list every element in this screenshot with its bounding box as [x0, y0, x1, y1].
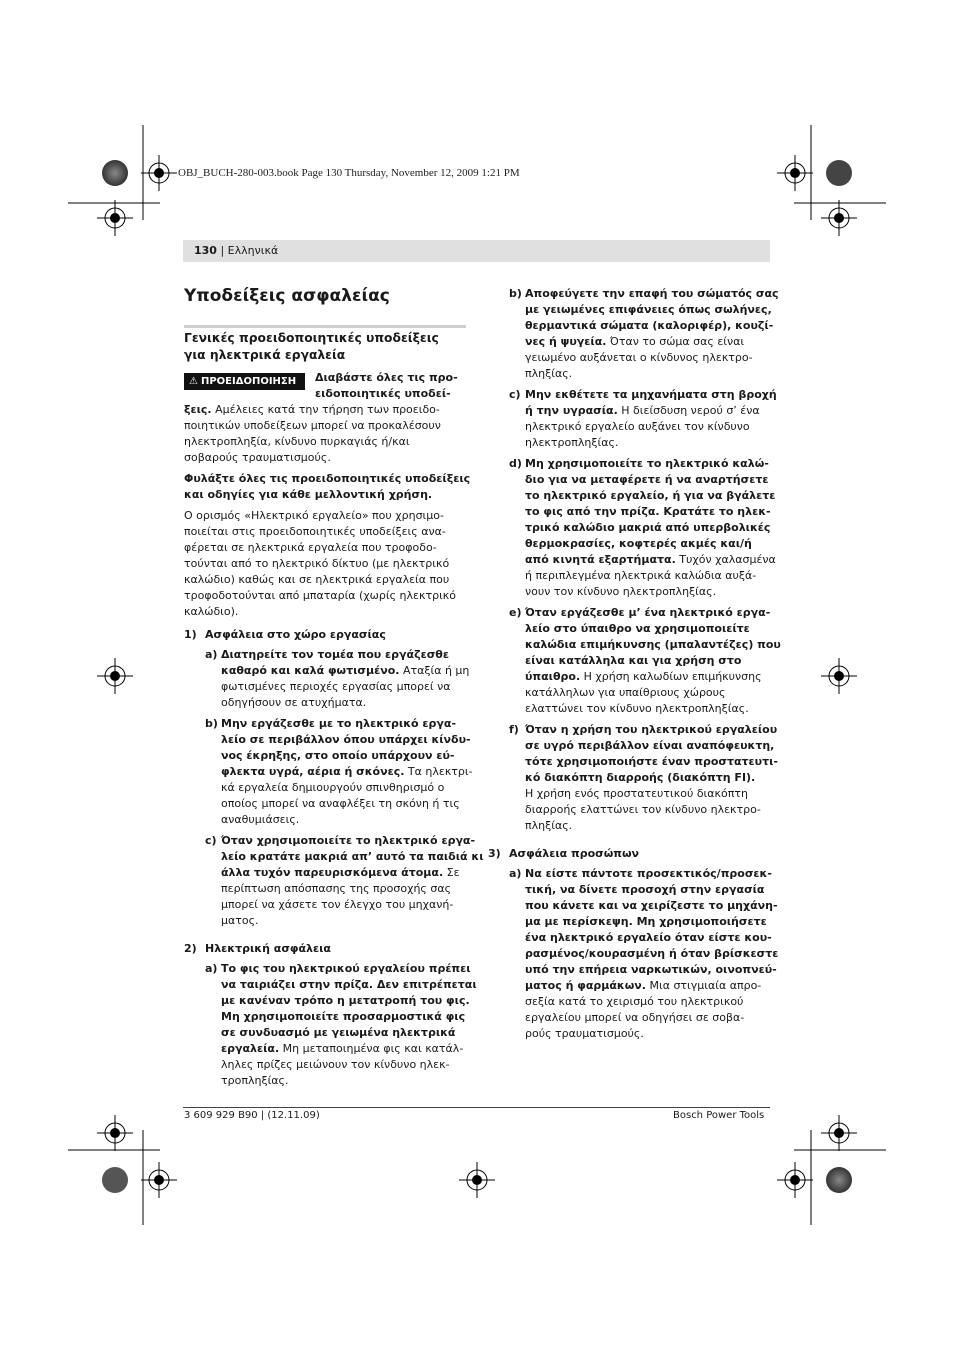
bold-text: Όταν η χρήση του ηλεκτρικού εργαλείου [525, 723, 778, 736]
text-line [221, 1041, 477, 1057]
text-line [221, 695, 469, 711]
text-line [184, 508, 456, 524]
bold-text: Όταν χρησιμοποιείτε το ηλεκτρικό εργα- [221, 834, 476, 847]
plain-text: αναθυμιάσεις. [221, 813, 300, 826]
item-body [525, 456, 776, 600]
text-line [525, 504, 776, 520]
text-line [221, 748, 473, 764]
text-line [525, 286, 779, 302]
bold-text: από κινητά εξαρτήματα. [525, 553, 676, 566]
text-line [525, 914, 778, 930]
plain-text: Η χρήση ενός προστατευτικού διακόπτη [525, 787, 748, 800]
bold-text: ένα ηλεκτρικό εργαλείο όταν είστε κου- [525, 931, 772, 944]
plain-text: Η διείσδυση νερού σ’ ένα [617, 404, 760, 417]
text-line [221, 1025, 477, 1041]
plain-text: Μια στιγμιαία απρο- [645, 979, 762, 992]
page-bar-separator: | [216, 244, 228, 257]
item-body [525, 866, 778, 1042]
plain-text: οδηγήσουν σε ατυχήματα. [221, 696, 367, 709]
bold-text: σε υγρό περιβάλλον είναι αναπόφευκτη, [525, 739, 775, 752]
section-heading-text: Ασφάλεια στο χώρο εργασίας [205, 628, 386, 641]
item-letter: f) [509, 723, 519, 736]
text-line [525, 818, 778, 834]
text-line [184, 588, 456, 604]
text-line [525, 962, 778, 978]
item-body [525, 605, 781, 717]
text-line [221, 849, 484, 865]
warning-label: ΠΡΟΕΙΔΟΠΟΙΗΣΗ [200, 376, 297, 387]
plain-text: φέρεται σε ηλεκτρικά εργαλεία που τροφοδο- [184, 541, 437, 554]
text-line [525, 882, 778, 898]
text-line [184, 471, 470, 487]
warning-lead-line: Διαβάστε όλες τις προ- [315, 371, 458, 384]
text-line [525, 419, 777, 435]
item-letter: a) [205, 962, 218, 975]
text-line [525, 520, 776, 536]
bold-text: άλλα τυχόν παρευρισκόμενα άτομα. [221, 866, 444, 879]
warning-triangle-icon: ⚠ [189, 376, 198, 387]
bold-text: που κάνετε και να χειρίζεστε το μηχάνη- [525, 899, 778, 912]
item-2a [205, 961, 477, 1089]
plain-text: εργαλείου μπορεί να οδηγήσει σε σοβα- [525, 1011, 745, 1024]
text-line [221, 1009, 477, 1025]
plain-text: οποίος μπορεί να αναφλέξει τη σκόνη ή τις [221, 797, 460, 810]
plain-text: Αταξία ή μη [399, 664, 470, 677]
plain-text: τούνται από το ηλεκτρικό δίκτυο (με ηλεκτρικό [184, 557, 450, 570]
bold-text: Το φις του ηλεκτρικού εργαλείου πρέπει [221, 962, 471, 975]
page-language: Ελληνικά [227, 244, 279, 257]
text-line [221, 977, 477, 993]
bold-text: εργαλεία. [221, 1042, 280, 1055]
plain-text: πληξίας. [525, 367, 573, 380]
item-letter: c) [509, 388, 521, 401]
item-body [221, 961, 477, 1089]
text-line [184, 572, 456, 588]
item-1b [205, 716, 473, 828]
text-line [221, 961, 477, 977]
plain-text: ή περιπλεγμένα ηλεκτρικά καλώδια αυξά- [525, 569, 757, 582]
bold-text: λείο κρατάτε μακριά απ’ αυτό τα παιδιά κι [221, 850, 484, 863]
text-line [221, 1073, 477, 1089]
item-body [221, 647, 469, 711]
text-line [525, 366, 779, 382]
bold-text: λείο στο ύπαιθρο να χρησιμοποιείτε [525, 622, 750, 635]
plain-text: Η χρήση καλωδίων επιμήκυνσης [580, 670, 762, 683]
bold-text: νος έκρηξης, στο οποίο υπάρχουν εύ- [221, 749, 455, 762]
item-letter: b) [509, 287, 522, 300]
plain-text: ποιητικών υποδείξεων μπορεί να προκαλέσουν [184, 419, 441, 432]
text-line [184, 604, 456, 620]
page-header-bar [183, 240, 770, 262]
text-line [525, 552, 776, 568]
plain-text: νουν τον κίνδυνο ηλεκτροπληξίας. [525, 585, 717, 598]
plain-text: πληξίας. [525, 819, 573, 832]
section-divider [184, 325, 466, 328]
bold-text: τότε χρησιμοποιήστε έναν προστατευτι- [525, 755, 778, 768]
text-line [221, 764, 473, 780]
item-2d [509, 456, 776, 600]
item-letter: a) [205, 648, 218, 661]
text-line [221, 663, 469, 679]
bold-text: το ηλεκτρικό εργαλείο, ή για να βγάλετε [525, 489, 776, 502]
warning-lead [315, 370, 458, 402]
plain-text: ματος. [221, 914, 259, 927]
text-line [525, 403, 777, 419]
section-1-heading [184, 627, 386, 643]
bold-text: είναι κατάλληλα και για χρήση στο [525, 654, 742, 667]
plain-text: τροφοδοτούνται από μπαταρία (χωρίς ηλεκτρικό [184, 589, 456, 602]
intro-paragraph [184, 402, 441, 466]
text-line [525, 685, 781, 701]
text-line [525, 637, 781, 653]
item-body [525, 286, 779, 382]
text-line [525, 584, 776, 600]
text-line [221, 812, 473, 828]
plain-text: ηλεκτρικό εργαλείο αυξάνει τον κίνδυνο [525, 420, 750, 433]
bold-text: και οδηγίες για κάθε μελλοντική χρήση. [184, 488, 433, 501]
item-2c [509, 387, 777, 451]
text-line [184, 418, 441, 434]
text-line [525, 621, 781, 637]
warning-badge [184, 373, 305, 390]
item-3a [509, 866, 778, 1042]
text-line [184, 540, 456, 556]
plain-text: Αμέλειες κατά την τήρηση των προειδο- [211, 403, 440, 416]
bold-text: Να είστε πάντοτε προσεκτικός/προσεκ- [525, 867, 772, 880]
text-line [525, 722, 778, 738]
bold-text: διο για να μεταφέρετε ή να αναρτήσετε [525, 473, 769, 486]
text-line [221, 679, 469, 695]
text-line [525, 488, 776, 504]
plain-text: Τυχόν χαλασμένα [675, 553, 776, 566]
bold-text: ρασμένος/κουρασμένη ή όταν βρίσκεστε [525, 947, 779, 960]
plain-text: σοβαρούς τραυματισμούς. [184, 451, 331, 464]
print-header: OBJ_BUCH-280-003.book Page 130 Thursday, November 12, 2009 1:21 PM [178, 167, 520, 179]
plain-text: μπορεί να χάσετε τον έλεγχο του μηχανή- [221, 898, 454, 911]
section-heading-text: Ηλεκτρική ασφάλεια [205, 942, 331, 955]
plain-text: ποιείται στις προειδοποιητικές υποδείξεις ανα- [184, 525, 446, 538]
bold-text: θερμαντικά σώματα (καλοριφέρ), κουζί- [525, 319, 774, 332]
bold-text: υπό την επήρεια ναρκωτικών, οινοπνεύ- [525, 963, 777, 976]
bold-text: ξεις. [184, 403, 212, 416]
plain-text: περίπτωση απόσπασης της προσοχής σας [221, 882, 452, 895]
item-letter: b) [205, 717, 218, 730]
text-line [525, 302, 779, 318]
bold-text: σε συνδυασμό με γειωμένα ηλεκτρικά [221, 1026, 456, 1039]
item-2b [509, 286, 779, 382]
bold-text: με γειωμένες επιφάνειες όπως σωλήνες, [525, 303, 772, 316]
text-line [221, 993, 477, 1009]
text-line [525, 946, 778, 962]
item-2f [509, 722, 778, 834]
text-line [525, 738, 778, 754]
text-line [525, 387, 777, 403]
subheading [184, 330, 466, 364]
plain-text: ηλεκτροπληξίας. [525, 436, 619, 449]
text-line [525, 568, 776, 584]
plain-text: ελαττώνει τον κίνδυνο ηλεκτροπληξίας. [525, 702, 749, 715]
footer-doc-id: 3 609 929 B90 | (12.11.09) [184, 1110, 320, 1121]
plain-text: Μη μεταποιημένα φις και κατάλ- [279, 1042, 464, 1055]
bold-text: Διατηρείτε τον τομέα που εργάζεσθε [221, 648, 449, 661]
text-line [525, 994, 778, 1010]
item-2e [509, 605, 781, 717]
bold-text: ύπαιθρο. [525, 670, 581, 683]
bold-text: λείο σε περιβάλλον όπου υπάρχει κίνδυ- [221, 733, 471, 746]
section-title: Υποδείξεις ασφαλείας [184, 286, 390, 306]
page-number: 130 [194, 244, 217, 257]
text-line [525, 334, 779, 350]
bold-text: Μη χρησιμοποιείτε το ηλεκτρικό καλώ- [525, 457, 769, 470]
text-line [184, 524, 456, 540]
bold-text: Μην εργάζεσθε με το ηλεκτρικό εργα- [221, 717, 457, 730]
bold-text: μα με περίσκεψη. Μη χρησιμοποιήσετε [525, 915, 767, 928]
bold-text: θερμοκρασίες, κοφτερές ακμές και/ή [525, 537, 752, 550]
text-line [221, 647, 469, 663]
subheading-line: Γενικές προειδοποιητικές υποδείξεις [184, 331, 439, 345]
text-line [525, 770, 778, 786]
text-line [184, 402, 441, 418]
item-body [525, 722, 778, 834]
text-line [221, 732, 473, 748]
term-definition [184, 508, 456, 620]
bold-text: να ταιριάζει στην πρίζα. Δεν επιτρέπεται [221, 978, 477, 991]
bold-text: το φις από την πρίζα. Κρατάτε το ηλεκ- [525, 505, 771, 518]
bold-text: φλεκτα υγρά, αέρια ή σκόνες. [221, 765, 405, 778]
item-body [221, 716, 473, 828]
section-number: 2) [184, 942, 197, 955]
section-number: 3) [488, 847, 501, 860]
plain-text: ηλεκτροπληξία, κίνδυνο πυρκαγιάς ή/και [184, 435, 410, 448]
text-line [221, 833, 484, 849]
bold-text: καθαρό και καλά φωτισμένο. [221, 664, 400, 677]
item-body [525, 387, 777, 451]
text-line [184, 487, 470, 503]
bold-text: ματος ή φαρμάκων. [525, 979, 646, 992]
section-heading-text: Ασφάλεια προσώπων [509, 847, 640, 860]
text-line [221, 865, 484, 881]
text-line [525, 978, 778, 994]
text-line [525, 350, 779, 366]
plain-text: σεξία κατά το χειρισμό του ηλεκτρικού [525, 995, 744, 1008]
bold-text: Αποφεύγετε την επαφή του σώματός σας [525, 287, 779, 300]
keep-instructions [184, 471, 470, 503]
text-line [525, 536, 776, 552]
text-line [525, 1010, 778, 1026]
item-1a [205, 647, 469, 711]
item-letter: d) [509, 457, 522, 470]
text-line [184, 556, 456, 572]
text-line [221, 796, 473, 812]
plain-text: καλώδιο). [184, 605, 239, 618]
text-line [525, 472, 776, 488]
text-line [221, 881, 484, 897]
text-line [221, 897, 484, 913]
bold-text: Όταν εργάζεσθε μ’ ένα ηλεκτρικό εργα- [525, 606, 771, 619]
plain-text: Ο ορισμός «Ηλεκτρικό εργαλείο» που χρησιμο- [184, 509, 444, 522]
bold-text: Μην εκθέτετε τα μηχανήματα στη βροχή [525, 388, 777, 401]
item-letter: e) [509, 606, 522, 619]
text-line [525, 930, 778, 946]
item-letter: a) [509, 867, 522, 880]
item-1c [205, 833, 484, 929]
item-body [221, 833, 484, 929]
text-line [525, 1026, 778, 1042]
text-line [525, 898, 778, 914]
footer-brand: Bosch Power Tools [673, 1110, 765, 1121]
subheading-line: για ηλεκτρικά εργαλεία [184, 348, 346, 362]
text-line [525, 754, 778, 770]
text-line [525, 786, 778, 802]
bold-text: τρικό καλώδιο μακριά από υπερβολικές [525, 521, 771, 534]
section-2-heading [184, 941, 331, 957]
bold-text: τική, να δίνετε προσοχή στην εργασία [525, 883, 765, 896]
text-line [221, 780, 473, 796]
text-line [221, 913, 484, 929]
text-line [221, 716, 473, 732]
text-line [221, 1057, 477, 1073]
plain-text: τροπληξίας. [221, 1074, 289, 1087]
text-line [525, 866, 778, 882]
plain-text: φωτισμένες περιοχές εργασίας μπορεί να [221, 680, 451, 693]
section-number: 1) [184, 628, 197, 641]
plain-text: Σε [443, 866, 460, 879]
text-line [525, 802, 778, 818]
text-line [525, 605, 781, 621]
bold-text: Φυλάξτε όλες τις προειδοποιητικές υποδείξεις [184, 472, 471, 485]
text-line [525, 701, 781, 717]
plain-text: διαρροής ελαττώνει τον κίνδυνο ηλεκτρο- [525, 803, 761, 816]
plain-text: Τα ηλεκτρι- [404, 765, 473, 778]
bold-text: Μη χρησιμοποιείτε προσαρμοστικά φις [221, 1010, 466, 1023]
plain-text: κατάλληλων για υπαίθριους χώρους [525, 686, 726, 699]
plain-text: ρούς τραυματισμούς. [525, 1027, 644, 1040]
bold-text: κό διακόπτη διαρροής (διακόπτη FI). [525, 771, 756, 784]
plain-text: ληλες πρίζες μειώνουν τον κίνδυνο ηλεκ- [221, 1058, 450, 1071]
section-3-heading [488, 846, 640, 862]
text-line [184, 450, 441, 466]
text-line [525, 435, 777, 451]
text-line [525, 318, 779, 334]
text-line [525, 653, 781, 669]
bold-text: με κανέναν τρόπο η μετατροπή του φις. [221, 994, 470, 1007]
text-line [525, 456, 776, 472]
bold-text: νες ή ψυγεία. [525, 335, 607, 348]
plain-text: καλώδιο) καθώς και σε ηλεκτρικά εργαλεία που [184, 573, 450, 586]
text-line [184, 434, 441, 450]
plain-text: Όταν το σώμα σας είναι [606, 335, 745, 348]
plain-text: γειωμένο αυξάνεται ο κίνδυνος ηλεκτρο- [525, 351, 753, 364]
bold-text: ή την υγρασία. [525, 404, 618, 417]
warning-lead-line: ειδοποιητικές υποδεί- [315, 387, 451, 400]
item-letter: c) [205, 834, 217, 847]
footer-rule [183, 1107, 770, 1108]
plain-text: κά εργαλεία δημιουργούν σπινθηρισμό ο [221, 781, 445, 794]
text-line [525, 669, 781, 685]
bold-text: καλώδια επιμήκυνσης (μπαλαντέζες) που [525, 638, 781, 651]
